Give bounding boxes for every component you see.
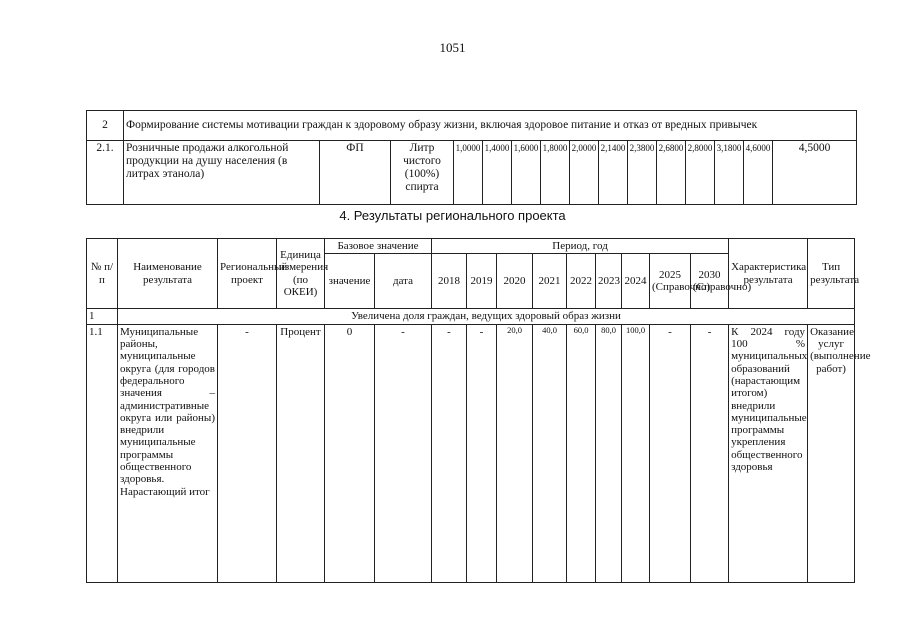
header-period: Период, год [432,239,729,254]
value-2025: - [650,324,691,582]
result-characteristic: К 2024 году 100 % муниципальных образований (нарастающим итогом) внедрили муниципальные программы укрепления общественного здоровья [729,324,808,582]
value-cell: 1,4000 [483,141,512,205]
value-cell: 2,3800 [628,141,657,205]
year-value: - [432,324,467,582]
header-year: 2022 [567,254,596,309]
value-cell: 1,0000 [454,141,483,205]
header-year: 2018 [432,254,467,309]
value-cell: 4,6000 [744,141,773,205]
year-value: 20,0 [497,324,533,582]
indicator-type: ФП [320,141,391,205]
page-number: 1051 [439,40,466,55]
header-year: 2019 [467,254,497,309]
result-base-value: 0 [325,324,375,582]
indicator-name: Розничные продажи алкогольной продукции на душу населения (в литрах этанола) [124,141,320,205]
year-value: - [467,324,497,582]
value-cell: 1,6000 [512,141,541,205]
row-number: 2.1. [87,141,124,205]
header-year: 2021 [533,254,567,309]
header-2025: 2025 (Справочно) [650,254,691,309]
header-unit: Единица измерения (по ОКЕИ) [277,239,325,309]
group-title: Увеличена доля граждан, ведущих здоровый образ жизни [118,309,855,324]
result-name: Муниципальные районы, муниципальные округа (для городов федерального значения – административные округа или районы) внедрили муниципальные программы общественного здоровья. Нарастающий итог [118,324,218,582]
result-base-date: - [375,324,432,582]
header-base: Базовое значение [325,239,432,254]
year-value: 100,0 [622,324,650,582]
header-base-value: значение [325,254,375,309]
value-cell: 2,8000 [686,141,715,205]
header-name: Наименование результата [118,239,218,309]
result-unit: Процент [277,324,325,582]
year-value: 60,0 [567,324,596,582]
header-number: № п/п [87,239,118,309]
result-regional: - [218,324,277,582]
value-cell: 2,6800 [657,141,686,205]
header-type: Тип результата [808,239,855,309]
header-year: 2024 [622,254,650,309]
header-year: 2023 [596,254,622,309]
section-number: 2 [87,111,124,141]
section-heading: 4. Результаты регионального проекта [339,208,566,223]
value-cell: 3,1800 [715,141,744,205]
value-cell: 1,8000 [541,141,570,205]
header-base-date: дата [375,254,432,309]
result-type: Оказание услуг (выполнение работ) [808,324,855,582]
year-value: 80,0 [596,324,622,582]
indicators-table [86,110,857,205]
row-number: 1.1 [87,324,118,582]
header-2030: 2030 (Справочно) [691,254,729,309]
header-year: 2020 [497,254,533,309]
final-value: 4,5000 [773,141,857,205]
value-cell: 2,1400 [599,141,628,205]
year-value: 40,0 [533,324,567,582]
results-table [86,238,871,583]
indicator-unit: Литр чистого (100%) спирта [391,141,454,205]
section-title: Формирование системы мотивации граждан к здоровому образу жизни, включая здоровое питание и отказ от вредных привычек [124,111,857,141]
header-characteristic: Характеристика результата [729,239,808,309]
value-cell: 2,0000 [570,141,599,205]
group-number: 1 [87,309,118,324]
header-regional: Региональный проект [218,239,277,309]
value-2030: - [691,324,729,582]
